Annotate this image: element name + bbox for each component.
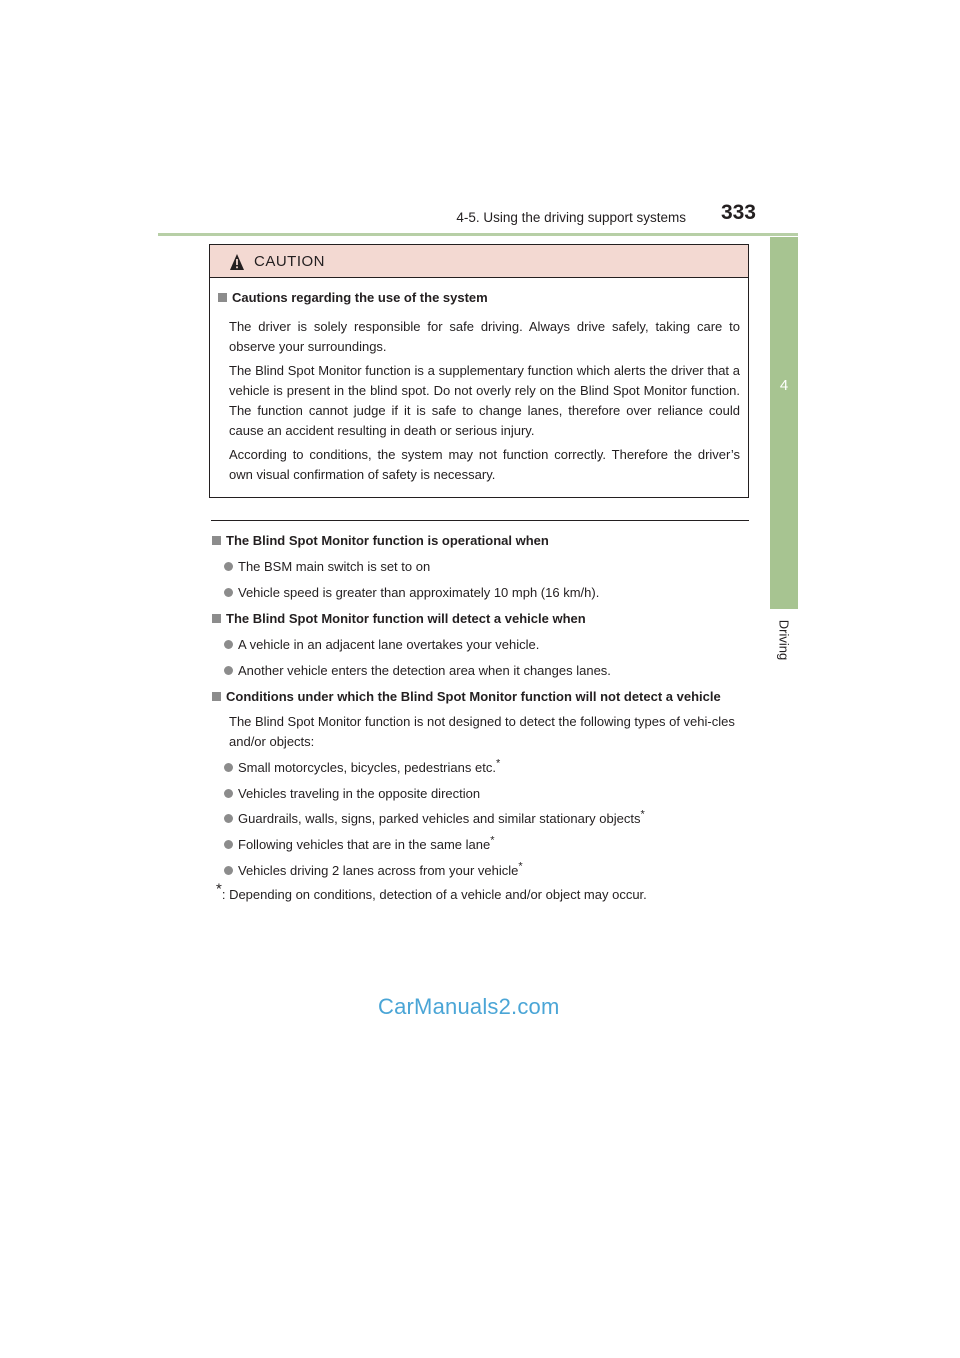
round-bullet-icon <box>224 588 233 597</box>
asterisk-mark: * <box>518 860 523 873</box>
list-item <box>224 862 523 880</box>
round-bullet-icon <box>224 666 233 675</box>
round-bullet-icon <box>224 562 233 571</box>
list-item <box>224 836 494 854</box>
square-bullet-icon <box>212 536 221 545</box>
chapter-tab <box>770 237 798 609</box>
caution-heading <box>218 290 488 305</box>
list-item-text: Vehicles traveling in the opposite direction <box>238 786 481 801</box>
footnote-text: : Depending on conditions, detection of a vehicle and/or object may occur. <box>221 887 647 902</box>
round-bullet-icon <box>224 763 233 772</box>
list-item-text: Another vehicle enters the detection area when it changes lanes. <box>238 663 611 678</box>
list-item-text: Guardrails, walls, signs, parked vehicles and similar stationary objects <box>238 811 641 826</box>
section-heading <box>212 532 549 550</box>
list-item-text: Vehicle speed is greater than approximately 10 mph (16 km/h). <box>238 585 600 600</box>
section-divider <box>211 520 749 521</box>
asterisk-mark: * <box>640 808 645 821</box>
caution-paragraph: The Blind Spot Monitor function is a supplementary function which alerts the driver that a vehicle is present in the blind spot. Do not overly rely on the Blind Spot Monitor function. The function cannot judge if it is safe to change lanes, therefore over reliance could cause an accident resulting in death or serious injury. <box>229 363 740 438</box>
caution-title: CAUTION <box>254 253 325 270</box>
section-heading-text: The Blind Spot Monitor function is operational when <box>226 533 549 548</box>
list-item-text: Vehicles driving 2 lanes across from your vehicle <box>238 863 519 878</box>
round-bullet-icon <box>224 840 233 849</box>
list-item <box>224 558 430 576</box>
asterisk-mark: * <box>216 880 222 898</box>
caution-paragraph: The driver is solely responsible for safe driving. Always drive safely, taking care to observe your surroundings. <box>229 319 740 354</box>
list-item <box>224 810 645 828</box>
chapter-number: 4 <box>779 377 789 394</box>
caution-box <box>209 244 749 498</box>
round-bullet-icon <box>224 814 233 823</box>
caution-heading-text: Cautions regarding the use of the system <box>232 290 488 305</box>
list-item <box>224 584 599 602</box>
round-bullet-icon <box>224 640 233 649</box>
footnote <box>216 880 647 904</box>
watermark: CarManuals2.com <box>378 994 560 1019</box>
round-bullet-icon <box>224 789 233 798</box>
header-rule <box>158 233 798 236</box>
section-heading-text: The Blind Spot Monitor function will detect a vehicle when <box>226 611 586 626</box>
chapter-label-text: Driving <box>776 619 792 661</box>
caution-header <box>210 245 748 278</box>
list-item <box>224 759 500 777</box>
square-bullet-icon <box>212 614 221 623</box>
list-item <box>224 662 611 680</box>
square-bullet-icon <box>212 692 221 701</box>
section-heading <box>212 688 721 706</box>
section-title: 4-5. Using the driving support systems <box>456 210 686 225</box>
section-heading <box>212 610 586 628</box>
chapter-label <box>770 612 798 672</box>
list-item <box>224 636 539 654</box>
asterisk-mark: * <box>495 757 501 770</box>
warning-triangle-icon <box>230 254 244 270</box>
page-header <box>158 200 798 236</box>
page-number: 333 <box>720 201 756 224</box>
caution-paragraph: According to conditions, the system may not function correctly. Therefore the driver’s own visual confirmation of safety is necessary. <box>229 447 740 482</box>
round-bullet-icon <box>224 866 233 875</box>
asterisk-mark: * <box>490 834 495 847</box>
square-bullet-icon <box>218 293 227 302</box>
list-item <box>224 785 480 803</box>
list-item-text: The BSM main switch is set to on <box>238 559 431 574</box>
section-heading-text: Conditions under which the Blind Spot Monitor function will not detect a vehicle <box>226 689 721 704</box>
list-item-text: A vehicle in an adjacent lane overtakes your vehicle. <box>238 637 540 652</box>
list-item-text: Small motorcycles, bicycles, pedestrians etc. <box>238 760 496 775</box>
section-intro: The Blind Spot Monitor function is not designed to detect the following types of vehi-cles and/or objects: <box>229 714 735 749</box>
list-item-text: Following vehicles that are in the same lane <box>238 837 491 852</box>
